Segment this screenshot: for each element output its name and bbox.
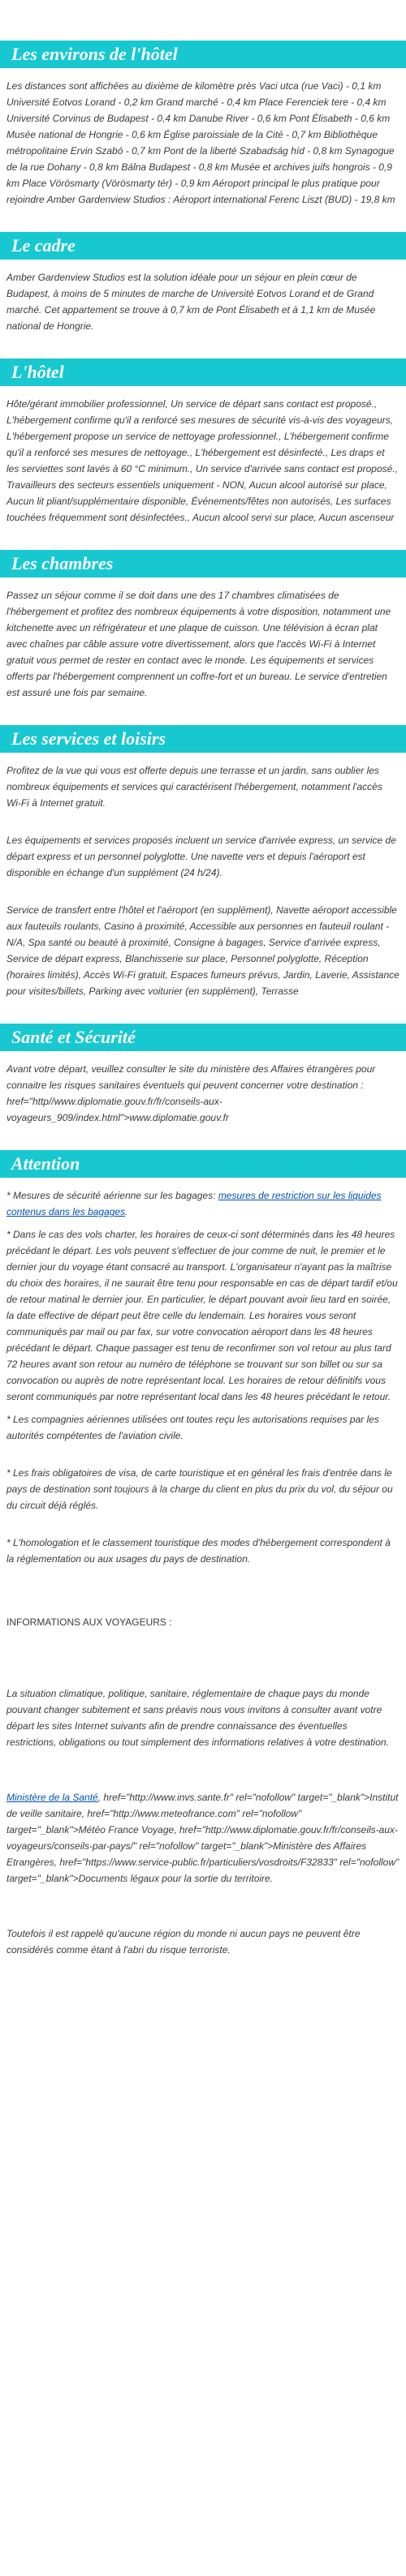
attention-lead bbox=[6, 1187, 400, 1220]
spacer bbox=[6, 818, 400, 832]
services-paragraph-3: Service de transfert entre l'hôtel et l'aéroport (en supplément), Navette aéroport accessible aux fauteuils roulants, Casino à proximité, Accessible aux personnes en fauteuil roulant - N/A, Spa santé ou beauté à proximité, Consigne à bagages, Service d'arrivée express, Service de départ express, Blanchisserie sur place, Personnel polyglotte, Réception (horaires limités), Accès Wi-Fi gratuit, Espaces fumeurs prévus, Jardin, Laverie, Assistance pour visites/billets, Parking avec voiturier (en supplément), Terrasse bbox=[6, 904, 400, 997]
attention-lead-end: . bbox=[125, 1206, 128, 1217]
info-title: INFORMATIONS AUX VOYAGEURS : bbox=[6, 1616, 172, 1628]
attention-paragraph-2: * Les compagnies aériennes utilisées ont toutes reçu les autorisations requises par les autorités compétentes de l'aviation civile. bbox=[6, 1414, 379, 1441]
info-paragraph-2 bbox=[6, 1789, 400, 1887]
services-text bbox=[6, 762, 400, 999]
section-attention bbox=[0, 1150, 406, 1958]
section-title-hotel: L'hôtel bbox=[0, 358, 406, 386]
info-paragraph-3: Toutefois il est rappelé qu'aucune région du monde ni aucun pays ne peuvent être considérés comme étant à l'abri du risque terroriste. bbox=[6, 1928, 361, 1956]
spacer bbox=[6, 1757, 400, 1789]
spacer bbox=[6, 1893, 400, 1926]
hotel-text: Hôte/gérant immobilier professionnel, Un service de départ sans contact est proposé., L'hébergement confirme qu'il a renforcé ses mesures de sécurité vis-à-vis des voyageurs, L'hébergement propose un service de nettoyage professionnel., L'hébergement confirme qu'il a renforcé ses mesures de nettoyage., L'hébergement est désinfecté., Les draps et les serviettes sont lavés à 60 °C minimum., Un service d'arrivée sans contact est proposé., Travailleurs des secteurs essentiels uniquement - NON, Aucun alcool autorisé sur place, Aucun lit pliant/supplémentaire disponible, Événements/fêtes non autorisés, Les surfaces touchées fréquemment sont désinfectées., Aucun alcool servi sur place, Aucun ascenseur bbox=[6, 398, 398, 523]
chambres-text: Passez un séjour comme il se doit dans une des 17 chambres climatisées de l'hébergement et profitez des nombreux équipements à votre disposition, notamment une kitchenette avec un réfrigérateur et une plaque de cuisson. Une télévision à écran plat avec chaînes par câble assure votre divertissement, alors que l'accès Wi-Fi à Internet gratuit vous permet de rester en contact avec le monde. Les équipements et services offerts par l'hébergement comprennent un coffre-fort et un bureau. Le service d'entretien est assuré une fois par semaine. bbox=[6, 590, 391, 698]
section-environs bbox=[0, 0, 406, 208]
info-paragraph-2-text: , href="http://www.invs.sante.fr" rel="nofollow" target="_blank">Institut de veille sanitaire, href="http://www.meteofrance.com" rel="nofollow" target="_blank">Météo France Voyage, href="http://www.diplomatie.gouv.fr/fr/conseils-aux-voyageurs/conseils-par-pays/" rel="nofollow" target="_blank">Ministère des Affaires Etrangères, href="https://www.service-public.fr/particuliers/vosdroits/F32833" rel="nofollow" target="_blank">Documents légaux pour la sortie du territoire. bbox=[6, 1792, 400, 1884]
attention-lead-text: * Mesures de sécurité aérienne sur les bagages: bbox=[6, 1190, 218, 1201]
section-title-attention: Attention bbox=[0, 1150, 406, 1178]
cadre-text: Amber Gardenview Studios est la solution idéale pour un séjour en plein cœur de Budapest, à moins de 5 minutes de marche de Université Eotvos Lorand et de Grand marché. Cet appartement se trouve à 0,7 km de Pont Élisabeth et à 1,1 km de Musée national de Hongrie. bbox=[6, 272, 376, 332]
services-paragraph-1: Profitez de la vue qui vous est offerte depuis une terrasse et un jardin, sans oublier les nombreux équipements et services qui caractérisent l'hébergement, notamment l'accès Wi-Fi à Internet gratuit. bbox=[6, 765, 382, 809]
attention-paragraph-1: * Dans le cas des vols charter, les horaires de ceux-ci sont déterminés dans les 48 heures précédant le départ. Les vols peuvent s'effectuer de jour comme de nuit, le premier et le dernier jour du voyage étant consacré au transport. L'organisateur n'ayant pas la maîtrise du choix des horaires, il ne saurait être tenu pour responsable en cas de départ tardif et/ou de retour matinal le dernier jour. En particulier, le départ pouvant avoir lieu tard en soirée, la date effective de départ peut être celle du lendemain. Les horaires vous seront communiqués par mail ou par fax, sur votre convocation aéroport dans les 48 heures précédant le départ. Chaque passager est tenu de reconfirmer son vol retour au plus tard 72 heures avant son retour au numéro de téléphone se trouvant sur son billet ou sur sa convocation ou auprès de notre représentant local. Les horaires de retour définitifs vous seront communiqués par notre représentant local dans les 48 heures précédant le retour. bbox=[6, 1229, 398, 1402]
attention-text bbox=[6, 1187, 400, 1958]
attention-paragraph-3: * Les frais obligatoires de visa, de carte touristique et en général les frais d'entrée dans le pays de destination sont toujours à la charge du client en plus du prix du vol, du séjour ou du circuit déjà réglés. bbox=[6, 1467, 393, 1511]
section-title-chambres: Les chambres bbox=[0, 550, 406, 577]
section-title-environs: Les environs de l'hôtel bbox=[0, 41, 406, 68]
section-services bbox=[0, 725, 406, 999]
section-chambres bbox=[0, 550, 406, 701]
section-sante bbox=[0, 1024, 406, 1126]
info-paragraph-1: La situation climatique, politique, sanitaire, réglementaire de chaque pays du monde pouvant changer subitement et sans préavis nous vous invitons à consulter avant votre départ les sites Internet suivants afin de prendre connaissance des éventuelles restrictions, obligations ou tout simplement des informations relatives à votre destination. bbox=[6, 1688, 389, 1748]
section-title-cadre: Le cadre bbox=[0, 232, 406, 260]
attention-paragraph-4: * L'homologation et le classement touristique des modes d'hébergement correspondent à la réglementation ou aux usages du pays de destination. bbox=[6, 1537, 391, 1565]
ministere-sante-link[interactable]: Ministère de la Santé bbox=[6, 1792, 98, 1803]
spacer bbox=[6, 1450, 400, 1465]
spacer bbox=[6, 1637, 400, 1685]
spacer bbox=[6, 1520, 400, 1535]
section-cadre bbox=[0, 232, 406, 334]
section-title-services: Les services et loisirs bbox=[0, 725, 406, 753]
services-paragraph-2: Les équipements et services proposés incluent un service d'arrivée express, un service de départ express et un personnel polyglotte. Une navette vers et depuis l'aéroport est disponible en échange d'un supplément (24 h/24). bbox=[6, 835, 396, 878]
spacer bbox=[6, 887, 400, 902]
section-title-sante: Santé et Sécurité bbox=[0, 1024, 406, 1051]
sante-text: Avant votre départ, veuillez consulter le site du ministère des Affaires étrangères pour connaitre les risques sanitaires éventuels qui peuvent concerner votre destination : href="http//www.diplomatie.gouv.fr/fr/conseils-aux-voyageurs_909/index.html">www.diplomatie.gouv.fr bbox=[6, 1063, 376, 1123]
environs-text: Les distances sont affichées au dixième de kilomètre près Vaci utca (rue Vaci) - 0,1 km Université Eotvos Lorand - 0,2 km Grand marché - 0,4 km Place Ferenciek tere - 0,4 km Université Corvinus de Budapest - 0,4 km Danube River - 0,6 km Pont Élisabeth - 0,6 km Musée national de Hongrie - 0,6 km Église paroissiale de la Cité - 0,7 km Bibliothèque métropolitaine Ervin Szabó - 0,7 km Pont de la liberté Szabadság híd - 0,8 km Synagogue de la rue Dohany - 0,8 km Bálna Budapest - 0,8 km Musée et archives juifs hongrois - 0,9 km Place Vörösmarty (Vörösmarty tér) - 0,9 km Aéroport principal le plus pratique pour rejoindre Amber Gardenview Studios : Aéroport international Ferenc Liszt (BUD) - 19,8 km bbox=[6, 80, 395, 205]
spacer bbox=[6, 1574, 400, 1614]
liquids-restriction-link[interactable]: mesures de restriction sur les liquides contenus dans les bagages bbox=[6, 1190, 382, 1217]
section-hotel bbox=[0, 358, 406, 526]
